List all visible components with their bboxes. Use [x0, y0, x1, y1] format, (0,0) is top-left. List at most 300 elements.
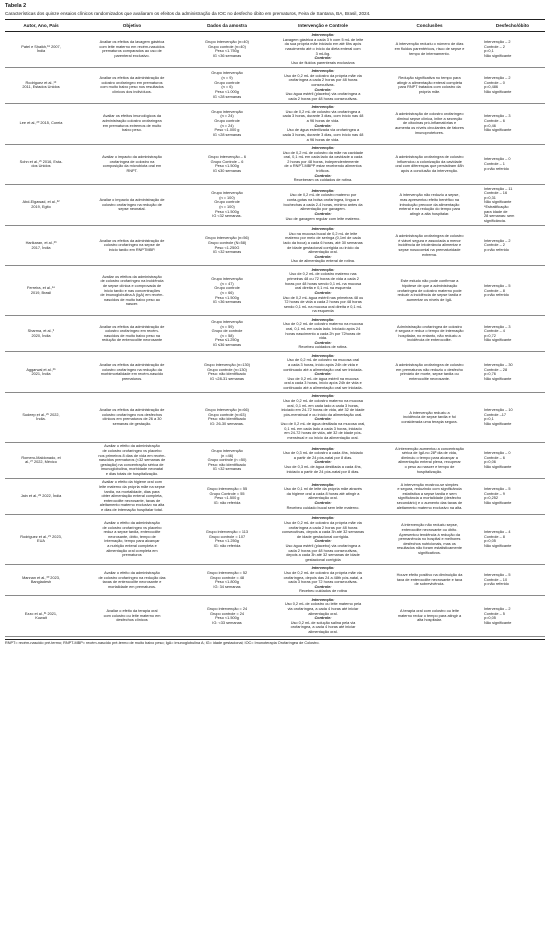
cell-line: Recebeu cuidados de rotina: [299, 589, 347, 594]
cell-line: com muito baixo peso nos resultados: [100, 85, 164, 90]
cell-line: cada 2 horas por 48 horas consecutivas,: [288, 548, 358, 553]
cell-line: 2020, Índia: [31, 333, 51, 338]
cell-line: mas apresentou efeito benéfico na: [400, 198, 459, 203]
cell-line: significativos.: [418, 550, 441, 555]
cell-line: Grupo controle = 48: [209, 575, 245, 580]
cell-line: diminuiu o tempo para alcançar a: [401, 455, 458, 460]
cell-conclusion: [379, 442, 480, 478]
cell-line: Avaliar os efeitos imunológicos da: [102, 114, 162, 119]
cell-line: Avaliar o efeito da terapia oral: [106, 609, 158, 614]
cell-line: em fluidos parentéricos, risco de sepse e: [394, 46, 465, 51]
cell-line: Não significante: [484, 465, 512, 470]
cell-line: reduzir a incidência de sepse tardia e: [397, 293, 462, 298]
cell-line: obter alimentação enteral completa,: [101, 494, 163, 499]
cell-line: materno por meio de seringa (0,1ml de cada: [285, 236, 361, 241]
cell-line: Avaliar os efeitos da administração de: [99, 324, 165, 329]
cell-line: Não significante: [484, 200, 512, 205]
cell-line: p=0,72: [484, 333, 496, 338]
cell-heading: Intervenção:: [311, 69, 335, 74]
table-footnote: RNPT= recém-nascido pré-termo; RNPT-MBP= recém-nascido pré-termo de muito baixo peso; IgA= imunoglobulina A; IG= idade gestacional; IOC= Imunoterapia Orofaríngea de Colostro.: [5, 639, 545, 646]
cell-line: Redução significativa no tempo para: [398, 76, 461, 81]
cell-heading: Intervenção:: [311, 353, 335, 358]
cell-line: tardia, na mortalidade, dias para: [104, 489, 160, 494]
cell-line: hospitalização.: [416, 469, 443, 474]
cell-author: [5, 185, 77, 226]
table-row: [5, 393, 545, 443]
cell-conclusion: [379, 185, 480, 226]
cell-line: Uso de 0,2 mL de colostro da própria mãe via: [284, 73, 362, 78]
cell-conclusion: [379, 67, 480, 103]
cell-line: IG <28-31 semanas: [210, 376, 244, 381]
cell-line: clínicos dos indivíduos.: [112, 89, 152, 94]
cell-line: para RNPT tratados com colostro da: [398, 85, 461, 90]
cell-line: Controle – 8: [484, 534, 505, 539]
cell-objective: [77, 564, 187, 595]
table-label: Tabela 2: [5, 3, 27, 9]
cell-heading: Intervenção:: [311, 597, 335, 602]
cell-line: para idade de: [484, 209, 508, 214]
cell-intervention: [267, 393, 379, 443]
cell-line: Uso na mucosa bucal de 0,2 mL de leite: [288, 231, 358, 236]
cell-line: nascidos de muito baixo peso ao: [104, 297, 160, 302]
cell-sample: [187, 225, 267, 266]
cell-line: Sohn et al.,²¹ 2016, Esta-: [19, 159, 63, 164]
cell-line: enterocolite necrosante.: [408, 376, 451, 381]
cell-line: Uso de 0,1 ml de leite da própria mãe através: [284, 487, 362, 492]
cell-heading: Controle:: [314, 372, 332, 377]
cell-line: extrema.: [422, 252, 437, 257]
cell-sample: [187, 478, 267, 514]
cell-line: (n = 58): [220, 333, 234, 338]
cell-line: IG: não referida: [213, 501, 241, 506]
cell-line: p=0,252: [484, 496, 499, 501]
cell-author: [5, 442, 77, 478]
cell-line: (n = 100): [219, 195, 235, 200]
cell-sample: [187, 352, 267, 393]
cell-line: Peso <1.250g: [215, 539, 239, 544]
cell-line: orofaríngea de colostro materno pode: [397, 288, 462, 293]
cell-line: alimentação oral.: [308, 611, 338, 616]
cell-line: 28 semanas: sem: [484, 214, 515, 219]
cell-line: e dias de internação hospitalar total.: [101, 508, 163, 513]
cell-heading: Controle:: [314, 460, 332, 465]
cell-line: Romero-Maldonado, et: [21, 455, 61, 460]
cell-line: Grupo controle = 24: [209, 611, 245, 616]
cell-heading: Controle:: [314, 539, 332, 544]
cell-line: reduz a sepse tardia, enterocolite: [103, 530, 161, 535]
cell-line: Intervenção – 3: [484, 114, 511, 119]
cell-line: Grupo intervenção = 55: [206, 487, 248, 492]
cell-line: materno reduz o tempo para atingir a: [397, 613, 462, 618]
cell-line: de colostro orofaríngeo na redução das: [98, 575, 166, 580]
cell-line: nascidos prematuros (<32 semanas de: [98, 458, 166, 463]
cell-intervention: [267, 31, 379, 67]
cell-line: Não significante: [484, 422, 512, 427]
cell-line: mortalidade em prematuros.: [107, 584, 157, 589]
cell-line: colostro orofaríngeo nos desfechos: [101, 412, 163, 417]
cell-line: IG <32 semanas: [212, 250, 242, 255]
cell-line: de idade gestacional corrigida.: [296, 534, 350, 539]
cell-line: leite materno da própria mãe na sepse: [99, 484, 165, 489]
cell-line: Não significante: [484, 501, 512, 506]
cell-line: própria mãe.: [418, 89, 441, 94]
cell-sample: [187, 266, 267, 316]
table-row: [5, 266, 545, 316]
cell-line: Grupo intervenção: [211, 277, 243, 282]
cell-line: de sepse clínica e comprovada de: [102, 283, 162, 288]
column-header-intervention: Intervenção e Controle: [267, 20, 379, 32]
cell-heading: Intervenção:: [311, 482, 335, 487]
cell-line: sepse neonatal.: [118, 207, 146, 212]
cell-heading: Controle:: [314, 340, 332, 345]
cell-line: Kuwait: [35, 616, 47, 621]
cell-line: Avaliar os efeitos da administração de: [99, 76, 165, 81]
cell-sample: [187, 144, 267, 185]
cell-heading: Intervenção:: [311, 33, 335, 38]
cell-author: [5, 515, 77, 565]
table-row: [5, 596, 545, 637]
cell-line: horas por 48 horas sendo 0,1 mL na mucosa: [284, 281, 362, 286]
cell-line: Intervenção – 5: [484, 487, 511, 492]
cell-line: IG: 26-30 semanas.: [210, 422, 244, 427]
cell-line: Ferreira, et al.,²⁴: [27, 286, 55, 291]
cell-line: em 24-72 horas de vida, até 32 de idade pós-: [284, 431, 362, 436]
cell-heading: Intervenção:: [311, 516, 335, 521]
cell-line: Grupo intervenção: [211, 71, 243, 76]
cell-line: Intervenção – 11: [484, 186, 513, 191]
cell-line: Grupo controle: [214, 80, 240, 85]
cell-line: Controle – 8: [484, 288, 505, 293]
column-header-sample: Dados da amostra: [187, 20, 267, 32]
cell-line: Grupo intervenção: [211, 109, 243, 114]
cell-line: parenteral exclusivo.: [114, 53, 150, 58]
cell-line: de idade gestacional corrigida ou início da: [287, 245, 359, 250]
cell-line: é segura e reduz o tempo de internação: [395, 329, 464, 334]
cell-line: Grupo intervenção = 24: [206, 606, 248, 611]
cell-objective: [77, 103, 187, 144]
cell-line: incidência de intolerância alimentar e: [397, 243, 462, 248]
cell-outcome: [480, 266, 545, 316]
cell-line: Uso de fluidos parenterais exclusivos: [291, 60, 355, 65]
cell-line: enterocolite necrosante, taxas de: [103, 498, 161, 503]
cell-line: Avaliar o impacto da administração de: [99, 198, 165, 203]
cell-line: de colostro orofaríngeo vs placebo: [102, 525, 162, 530]
cell-line: composição da microbiota oral em: [102, 164, 162, 169]
cell-intervention: [267, 316, 379, 352]
cell-line: A intervenção mostrou-se simples: [400, 482, 459, 487]
cell-line: 2017, Índia: [31, 245, 51, 250]
cell-line: cada 2 horas por 48 horas consecutivas.: [288, 96, 358, 101]
cell-line: Uso de 0,2 mL de colostro materno por: [289, 193, 357, 198]
cell-line: IG ≤36 semanas: [212, 343, 242, 348]
cell-line: Apresentou tendência à redução da: [399, 532, 460, 537]
cell-line: orofaríngea, depois das 24 a 48th pós-natal, a: [283, 575, 363, 580]
cell-line: Uso de 0,2 mL de água estéril na mucosa: [287, 376, 359, 381]
cell-heading: Intervenção:: [311, 188, 335, 193]
table-row: [5, 316, 545, 352]
cell-line: 2019, Egito: [31, 204, 51, 209]
cell-line: bochechas a cada 2-4 horas, mínimo antes da: [283, 202, 363, 207]
cell-line: IG <32 semanas: [212, 467, 242, 472]
cell-line: Peso: não identificado: [208, 462, 246, 467]
cell-line: aumenta os níveis circulantes de fatores: [395, 125, 464, 130]
table-row: [5, 185, 545, 226]
cell-line: da sua própria mãe iniciado em até 6hs após: [284, 42, 362, 47]
cell-line: Intervenção – 0: [484, 157, 511, 162]
cell-line: e segura, reduzindo com significância: [397, 487, 462, 492]
cell-line: orofaríngea, a cada 4 horas até iniciar: [290, 625, 356, 630]
cell-line: 2019, Brasil: [30, 290, 52, 295]
cell-conclusion: [379, 352, 480, 393]
cell-line: com colostro ou leite materno em: [103, 613, 161, 618]
cell-outcome: [480, 478, 545, 514]
cell-outcome: [480, 144, 545, 185]
cell-line: A intervenção reduziu o número de dias: [395, 42, 464, 47]
cell-line: Não significante: [484, 89, 512, 94]
cell-line: desfechos nutricionais, mas os: [403, 541, 456, 546]
cell-line: alimentação enteral plena, recuperar: [398, 460, 461, 465]
cell-line: Peso <1.500 g: [214, 496, 240, 501]
cell-line: diminui sepse clínica, inibe a secreção: [396, 116, 463, 121]
cell-objective: [77, 31, 187, 67]
table-row: [5, 515, 545, 565]
cell-outcome: [480, 442, 545, 478]
cell-line: IG <32 semanas.: [212, 214, 242, 219]
cell-heading: Controle:: [314, 173, 332, 178]
cell-line: 2021, Índia: [31, 372, 51, 377]
cell-line: p=não referido: [484, 582, 509, 587]
cell-intervention: [267, 442, 379, 478]
header-row: [5, 20, 545, 32]
cell-line: Intervenção – 2: [484, 76, 511, 81]
cell-line: A administração de colostro orofaríngeo: [395, 112, 464, 117]
cell-line: Controle – 1: [484, 162, 505, 167]
cell-conclusion: [379, 103, 480, 144]
cell-outcome: [480, 316, 545, 352]
cell-author: [5, 103, 77, 144]
cell-line: imunoprotetores.: [415, 130, 444, 135]
cell-line: Controle –17: [484, 412, 507, 417]
cell-line: IG ≤30 semanas: [212, 168, 242, 173]
cell-line: alimentação oral.: [308, 629, 338, 634]
cell-line: p=0,31: [484, 195, 496, 200]
cell-heading: Intervenção:: [311, 267, 335, 272]
cell-line: é viável segura e associada a menor: [398, 238, 461, 243]
cell-line: Não significante: [484, 620, 512, 625]
table-row: [5, 442, 545, 478]
cell-line: Controle – 0: [484, 80, 505, 85]
cell-line: Intervenção – 2: [484, 606, 511, 611]
cell-line: A intervenção reduziu a: [409, 410, 450, 415]
cell-line: Grupo intervenção (n=66): [205, 408, 249, 413]
cell-line: Controle – 2: [484, 44, 505, 49]
cell-line: continuado até a alimentação oral ser iniciada.: [283, 386, 363, 391]
cell-line: Índia: [36, 49, 46, 54]
cell-line: Uso água estéril (placebo) via orofaríngea a: [285, 92, 361, 97]
cell-line: Grupo controle (n =50): [207, 458, 247, 463]
cell-author: [5, 393, 77, 443]
cell-author: [5, 564, 77, 595]
cell-line: colostro orofaríngeo na redução de: [102, 202, 162, 207]
table-row: [5, 225, 545, 266]
cell-line: Grupo intervenção: [211, 191, 243, 196]
cell-line: Controle – 2: [484, 243, 505, 248]
cell-line: Controle – 6: [484, 119, 505, 124]
cell-conclusion: [379, 316, 480, 352]
cell-conclusion: [379, 31, 480, 67]
cell-line: oral, 0,1 mL em cada lado da cavidade a cada: [283, 155, 363, 160]
cell-line: Avaliar o efeito da administração: [104, 444, 160, 449]
cell-line: EUA: [37, 539, 45, 544]
cell-line: resultados não foram estatisticamente: [397, 546, 462, 551]
cell-line: Grupo intervenção (n=56): [205, 236, 249, 241]
cell-line: Controle – 4: [484, 329, 505, 334]
cell-line: oral direita e 0,1 mL na esquerda: [294, 286, 352, 291]
cell-line: alimentação por gavagem.: [300, 207, 346, 212]
cell-line: oral, 0,1 mL em cada lado a cada 3 horas,: [287, 403, 359, 408]
cell-line: nascer.: [125, 302, 139, 307]
cell-line: 72 horas de vida a cada 2 horas por 48 horas: [284, 300, 362, 305]
cell-line: Peso: não identificado: [208, 417, 246, 422]
cell-line: oral, 0,1 mL em cada lado. Iniciado após 24: [285, 326, 361, 331]
cell-line: Lee et al.,²⁰ 2015, Coreia: [19, 121, 63, 126]
cell-line: nascidos de muito baixo peso na: [104, 333, 160, 338]
cell-line: Intervenção – 30: [484, 363, 513, 367]
cell-line: Este estudo não pode confirmar a: [400, 279, 459, 284]
cell-line: p=0,76: [484, 372, 496, 377]
cell-line: (n = 24): [220, 123, 234, 128]
cell-outcome: [480, 596, 545, 637]
cell-outcome: [480, 103, 545, 144]
cell-conclusion: [379, 478, 480, 514]
cell-line: Grupo controle (n=40): [208, 44, 246, 49]
cell-line: IG <36 semanas: [212, 53, 242, 58]
cell-line: a 96 horas de vida.: [306, 137, 340, 142]
cell-line: depois a cada 3h até 32 semanas de idade: [286, 553, 360, 558]
cell-conclusion: [379, 515, 480, 565]
cell-line: Administração orofaríngea de colostro: [397, 324, 462, 329]
cell-line: Uso de água esterilizada via orofaríngea a: [286, 128, 360, 133]
cell-line: Controle – 5: [484, 611, 505, 616]
column-header-conclusions: Conclusões: [379, 20, 480, 32]
cell-line: A administração orofaríngea de colostro: [395, 363, 464, 367]
cell-line: Grupo controle (n=63): [208, 412, 246, 417]
cell-line: horas nascimento a cada 2h por 72horas de: [285, 331, 361, 336]
cell-line: Uso de 0,2 mL de colostro materno na mucosa: [283, 399, 363, 404]
cell-line: na esquerda: [312, 309, 334, 314]
cell-line: p=não referido: [484, 247, 509, 252]
cell-line: tróficos.: [316, 168, 330, 173]
cell-line: Peso: não identificado: [208, 372, 246, 377]
cell-intervention: [267, 596, 379, 637]
cell-author: [5, 144, 77, 185]
cell-heading: Intervenção:: [311, 145, 335, 150]
column-header-outcome: Desfecho/óbito: [480, 20, 545, 32]
cell-intervention: [267, 144, 379, 185]
cell-line: enterocolite necrosante ou óbito.: [401, 527, 458, 532]
cell-line: Uso de 0,2 mL de colostro na mucosa oral: [286, 358, 360, 363]
cell-line: a cada 3 horas, início após 24h de vida e: [287, 363, 359, 367]
cell-line: Uso 0,2 mL de colostro ou leite materno pela: [284, 602, 362, 607]
cell-line: Controle – 16: [484, 191, 508, 196]
cell-heading: Controle:: [314, 211, 332, 216]
cell-heading: Intervenção:: [311, 317, 335, 322]
cell-line: Uso de alimentação enteral de rotina.: [291, 259, 355, 264]
cell-line: 0,1 mL em cada lado a cada 3 horas, iniciado: [284, 426, 362, 431]
cell-line: Intervenção – 2: [484, 40, 511, 45]
cell-line: secundário) e o aumento das taxas de: [396, 501, 463, 506]
cell-conclusion: [379, 266, 480, 316]
cell-line: atingir a alta hospitalar.: [409, 211, 450, 216]
cell-line: Lavagem gástrica a cada 3 h com 5 mL de leite: [282, 37, 364, 42]
cell-line: administração colostro orofaríngea: [102, 119, 162, 124]
cell-line: Grupo controle: [214, 119, 240, 124]
cell-line: Peso ≤1.250g: [215, 338, 239, 343]
cell-author: [5, 596, 77, 637]
cell-line: Controle – 10: [484, 577, 508, 582]
cell-line: colostro orofaríngeo em prematuros: [101, 80, 163, 85]
cell-line: cada 3 horas, durante 3 dias, com início nas 48: [282, 132, 364, 137]
cell-line: conta-gotas na bolsa orofaríngea, língua e: [286, 198, 360, 203]
cell-line: Não significante: [484, 338, 512, 343]
cell-sample: [187, 515, 267, 565]
cell-sample: [187, 185, 267, 226]
cell-objective: [77, 596, 187, 637]
cell-line: (n = 59): [220, 324, 234, 329]
cell-line: iniciado a partir de 24 pós-natal por 8 dias.: [286, 469, 360, 474]
cell-line: Avaliar os efeitos da lavagem gástrica: [99, 40, 165, 45]
cell-line: de o RNPT-MBPP estar recebendo alimentos: [284, 164, 362, 169]
cell-line: Mannan et al.,³⁰ 2023,: [22, 575, 60, 580]
cell-heading: Controle:: [314, 254, 332, 259]
cell-outcome: [480, 185, 545, 226]
cell-line: Uso de 0,2 mL de colostro via orofaríngea a: [285, 109, 361, 114]
cell-sample: [187, 103, 267, 144]
cell-sample: [187, 596, 267, 637]
cell-line: Não significante: [484, 544, 512, 549]
cell-heading: Controle:: [314, 56, 332, 61]
cell-heading: Intervenção:: [311, 227, 335, 232]
cell-line: (n =46): [220, 453, 234, 458]
cell-line: Intervenção – 10: [484, 408, 513, 413]
cell-line: Avaliar o efeito da administração: [104, 521, 160, 526]
cell-line: significância.: [484, 218, 507, 223]
cell-line: significância a mortalidade (desfecho: [397, 496, 462, 501]
cell-line: 2 horas por 48 horas, independentemente: [287, 159, 359, 164]
cell-line: Grupo Controle – 6: [210, 159, 244, 164]
cell-line: p=0,05: [484, 616, 496, 621]
cell-heading: Intervenção:: [311, 446, 335, 451]
cell-outcome: [480, 352, 545, 393]
cell-line: Rodriguez et al.,²⁹ 2023,: [20, 534, 62, 539]
cell-line: RNPT.: [126, 168, 138, 173]
cell-line: Receberam os cuidados de rotina.: [293, 178, 353, 183]
cell-line: p=0,05: [484, 539, 496, 544]
cell-line: A terapia oral com colostro ou leite: [400, 609, 459, 614]
cell-objective: [77, 316, 187, 352]
cell-line: prematuros comparados ao uso de: [102, 49, 162, 54]
cell-line: Recebeu cuidado bucal sem leite materno.: [286, 505, 360, 510]
cell-line: Aggarwal et al.,²⁵: [26, 367, 56, 372]
cell-line: Peso <1.000g: [215, 89, 239, 94]
cell-line: Intervenção – 5: [484, 283, 511, 288]
cell-line: Uso água estéril (placebo) via orofaríngea a: [285, 544, 361, 549]
cell-line: oral a cada 3 horas, início após 24h de vida e: [284, 381, 362, 386]
cell-line: hipótese de que a administração: [401, 283, 458, 288]
cell-line: Recebeu cuidados de rotina.: [298, 345, 348, 350]
cell-line: Sharma, et al.,⁹: [27, 329, 55, 334]
cell-line: Uso de 0,3 mL de colostro a cada 4hs, iniciado: [283, 451, 363, 456]
